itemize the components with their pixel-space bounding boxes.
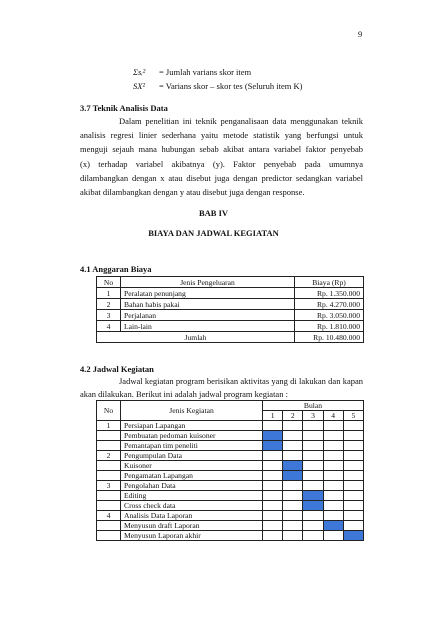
schedule-cell xyxy=(303,441,323,451)
budget-total-label: Jumlah xyxy=(97,332,295,343)
month-header-3: 3 xyxy=(303,411,323,421)
budget-no: 4 xyxy=(97,321,121,332)
schedule-cell xyxy=(283,481,303,491)
schedule-row xyxy=(97,501,364,511)
budget-cost: Rp. 4.270.000 xyxy=(295,299,364,310)
schedule-no xyxy=(97,461,121,471)
schedule-activity: Pemantapan tim peneliti xyxy=(121,441,263,451)
schedule-no xyxy=(97,521,121,531)
schedule-cell xyxy=(263,501,283,511)
budget-cost: Rp. 1.810.000 xyxy=(295,321,364,332)
schedule-cell xyxy=(343,491,363,501)
schedule-row xyxy=(97,461,364,471)
budget-header-no: No xyxy=(97,277,121,288)
budget-item: Lain-lain xyxy=(121,321,295,332)
schedule-cell xyxy=(343,481,363,491)
page-number: 9 xyxy=(358,29,363,39)
schedule-cell xyxy=(323,511,343,521)
schedule-cell-filled xyxy=(323,521,343,531)
schedule-cell xyxy=(343,501,363,511)
schedule-no xyxy=(97,471,121,481)
schedule-no: 1 xyxy=(97,421,121,431)
schedule-cell xyxy=(263,531,283,541)
schedule-cell xyxy=(263,521,283,531)
schedule-cell xyxy=(343,521,363,531)
month-header-4: 4 xyxy=(323,411,343,421)
schedule-no: 4 xyxy=(97,511,121,521)
paragraph-line: menguji sejauh mana hubungan sebab akibat antara variabel faktor penyebab xyxy=(80,144,363,155)
budget-no: 2 xyxy=(97,299,121,310)
schedule-cell xyxy=(283,431,303,441)
schedule-no xyxy=(97,441,121,451)
budget-table xyxy=(96,276,364,343)
schedule-row xyxy=(97,471,364,481)
schedule-cell xyxy=(323,451,343,461)
schedule-header-activity: Jenis Kegiatan xyxy=(121,401,263,421)
schedule-row xyxy=(97,431,364,441)
schedule-row xyxy=(97,441,364,451)
variable-desc: = Varians skor – skor tes (Seluruh item K) xyxy=(159,81,303,91)
schedule-cell xyxy=(283,441,303,451)
intro-line: Jadwal kegiatan program berisikan aktivitas yang di lakukan dan kapan xyxy=(119,376,363,386)
schedule-cell xyxy=(323,441,343,451)
schedule-activity: Menyusun Laporan akhir xyxy=(121,531,263,541)
schedule-row xyxy=(97,521,364,531)
schedule-cell xyxy=(343,441,363,451)
schedule-cell xyxy=(263,481,283,491)
schedule-intro xyxy=(80,375,363,400)
schedule-cell xyxy=(283,521,303,531)
schedule-row xyxy=(97,491,364,501)
schedule-activity: Pengumpulan Data xyxy=(121,451,263,461)
schedule-cell xyxy=(263,491,283,501)
budget-no: 1 xyxy=(97,288,121,299)
month-header-2: 2 xyxy=(283,411,303,421)
schedule-cell xyxy=(283,421,303,431)
paragraph-line: Dalam penelitian ini teknik penganalisaan data menggunakan teknik xyxy=(119,116,363,126)
paragraph-line: akibat dilambangkan dengan y atau disebut juga dengan response. xyxy=(80,187,305,198)
schedule-cell xyxy=(303,431,323,441)
schedule-cell xyxy=(323,471,343,481)
budget-header-item: Jenis Pengeluaran xyxy=(121,277,295,288)
budget-total-row xyxy=(97,332,364,343)
schedule-cell xyxy=(283,451,303,461)
schedule-activity: Persiapan Lapangan xyxy=(121,421,263,431)
schedule-cell-filled xyxy=(283,471,303,481)
schedule-no xyxy=(97,431,121,441)
schedule-activity: Analisis Data Laporan xyxy=(121,511,263,521)
section-title-3-7: 3.7 Teknik Analisis Data xyxy=(80,103,168,113)
schedule-cell xyxy=(343,461,363,471)
schedule-cell xyxy=(303,421,323,431)
section-3-7-paragraph xyxy=(80,114,363,199)
schedule-activity: Pengamatan Lapangan xyxy=(121,471,263,481)
schedule-activity: Pengolahan Data xyxy=(121,481,263,491)
schedule-cell xyxy=(263,461,283,471)
schedule-activity: Editing xyxy=(121,491,263,501)
schedule-cell xyxy=(303,521,323,531)
budget-total-value: Rp. 10.480.000 xyxy=(295,332,364,343)
budget-header-cost: Biaya (Rp) xyxy=(295,277,364,288)
schedule-cell xyxy=(323,431,343,441)
schedule-no xyxy=(97,501,121,511)
schedule-cell xyxy=(303,531,323,541)
variable-desc: = Jumlah varians skor item xyxy=(159,67,252,77)
schedule-activity: Menyusun draft Laporan xyxy=(121,521,263,531)
schedule-no: 3 xyxy=(97,481,121,491)
paragraph-line: dilambangkan dengan x atau disebut juga dengan predictor sedangkan variabel xyxy=(80,172,363,183)
variable-row-2 xyxy=(133,81,302,91)
schedule-cell-filled xyxy=(343,531,363,541)
schedule-cell-filled xyxy=(303,491,323,501)
schedule-cell xyxy=(263,421,283,431)
schedule-header-month: Bulan xyxy=(263,401,364,411)
schedule-activity: Cross check data xyxy=(121,501,263,511)
chapter-label: BAB IV xyxy=(198,208,229,218)
budget-item: Bahan habis pakai xyxy=(121,299,295,310)
schedule-cell-filled xyxy=(263,431,283,441)
budget-row xyxy=(97,299,364,310)
schedule-cell xyxy=(303,481,323,491)
schedule-cell xyxy=(283,491,303,501)
schedule-table xyxy=(96,400,364,541)
schedule-cell xyxy=(323,501,343,511)
schedule-cell xyxy=(343,511,363,521)
budget-row xyxy=(97,321,364,332)
schedule-cell xyxy=(303,511,323,521)
paragraph-line: analisis regresi linier sederhana yaitu metode statistik yang berfungsi untuk xyxy=(80,130,363,141)
schedule-cell xyxy=(263,451,283,461)
variable-symbol: Σsᵢ² xyxy=(133,67,146,77)
schedule-cell xyxy=(323,461,343,471)
month-header-1: 1 xyxy=(263,411,283,421)
schedule-cell-filled xyxy=(283,461,303,471)
schedule-activity: Pembuatan pedoman kuisoner xyxy=(121,431,263,441)
intro-line: akan dilakukan. Berikut ini adalah jadwal program kegiatan : xyxy=(80,388,288,399)
variable-symbol: SX² xyxy=(133,81,145,91)
schedule-cell xyxy=(263,471,283,481)
budget-cost: Rp. 3.050.000 xyxy=(295,310,364,321)
schedule-no xyxy=(97,531,121,541)
schedule-cell-filled xyxy=(303,501,323,511)
schedule-cell xyxy=(343,451,363,461)
budget-item: Perjalanan xyxy=(121,310,295,321)
schedule-cell xyxy=(263,511,283,521)
schedule-cell xyxy=(343,471,363,481)
schedule-row xyxy=(97,531,364,541)
schedule-cell xyxy=(283,501,303,511)
budget-item: Peralatan penunjang xyxy=(121,288,295,299)
schedule-cell xyxy=(303,471,323,481)
schedule-cell xyxy=(283,511,303,521)
schedule-cell-filled xyxy=(263,441,283,451)
paragraph-line: (x) terhadap variabel akibatnya (y). Faktor penyebab pada umumnya xyxy=(80,158,363,169)
variable-row-1 xyxy=(133,67,251,77)
schedule-row xyxy=(97,451,364,461)
schedule-cell xyxy=(323,491,343,501)
schedule-cell xyxy=(343,431,363,441)
budget-row xyxy=(97,288,364,299)
schedule-cell xyxy=(303,451,323,461)
schedule-row xyxy=(97,511,364,521)
schedule-header-no: No xyxy=(97,401,121,421)
budget-no: 3 xyxy=(97,310,121,321)
schedule-cell xyxy=(323,481,343,491)
schedule-cell xyxy=(343,421,363,431)
schedule-row xyxy=(97,421,364,431)
schedule-cell xyxy=(283,531,303,541)
month-header-5: 5 xyxy=(343,411,363,421)
schedule-cell xyxy=(323,421,343,431)
chapter-title: BIAYA DAN JADWAL KEGIATAN xyxy=(148,228,279,238)
schedule-no: 2 xyxy=(97,451,121,461)
schedule-row xyxy=(97,481,364,491)
budget-cost: Rp. 1.350.000 xyxy=(295,288,364,299)
section-title-4-1: 4.1 Anggaran Biaya xyxy=(80,264,152,274)
section-title-4-2: 4.2 Jadwal Kegiatan xyxy=(80,364,154,374)
schedule-cell xyxy=(323,531,343,541)
schedule-no xyxy=(97,491,121,501)
budget-row xyxy=(97,310,364,321)
schedule-activity: Kuisoner xyxy=(121,461,263,471)
schedule-cell xyxy=(303,461,323,471)
